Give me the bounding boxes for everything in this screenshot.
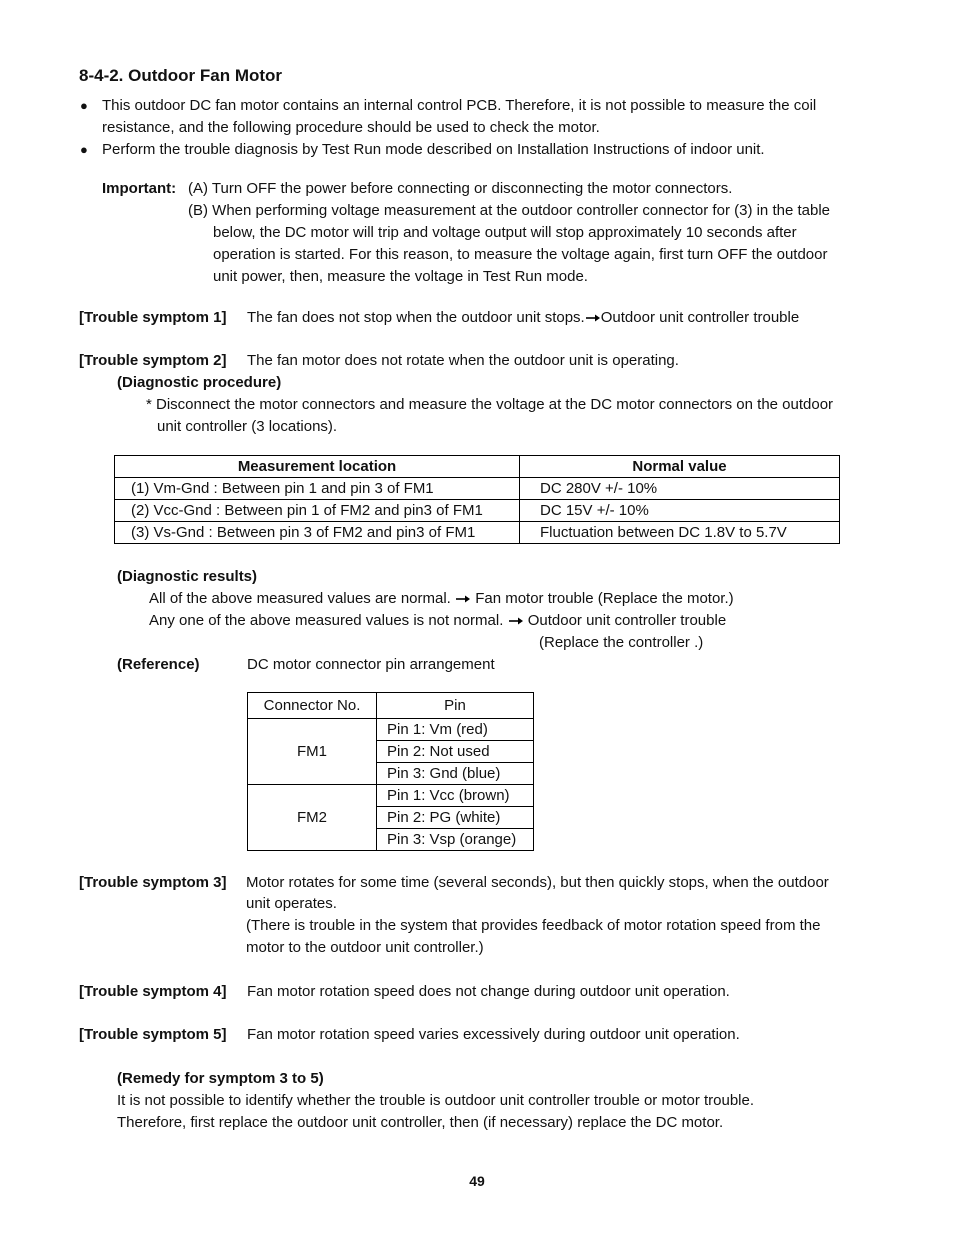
reference-text: DC motor connector pin arrangement — [247, 656, 495, 673]
section-heading: 8-4-2. Outdoor Fan Motor — [79, 66, 283, 85]
diagnostic-procedure-line-2: unit controller (3 locations). — [157, 418, 338, 435]
symptom-3-line-3: (There is trouble in the system that provides feedback of motor rotation speed from the — [246, 917, 821, 934]
symptom-5-text: Fan motor rotation speed varies excessively during outdoor unit operation. — [247, 1026, 740, 1043]
measurement-location-cell: (3) Vs-Gnd : Between pin 3 of FM2 and pin3 of FM1 — [115, 522, 520, 544]
reference-label: (Reference) — [117, 656, 200, 673]
normal-value-cell: Fluctuation between DC 1.8V to 5.7V — [520, 522, 840, 544]
symptom-1-description: The fan does not stop when the outdoor unit stops. — [247, 309, 585, 326]
header-measurement-location: Measurement location — [115, 456, 520, 478]
important-b-line-2: below, the DC motor will trip and voltage output will stop approximately 10 seconds after — [213, 224, 797, 241]
right-arrow-icon — [585, 313, 601, 323]
table-header-row — [248, 693, 534, 719]
pin-cell: Pin 3: Gnd (blue) — [377, 763, 534, 785]
symptom-4-label: [Trouble symptom 4] — [79, 983, 227, 1000]
table-row — [115, 478, 840, 500]
diagnostic-procedure-label: (Diagnostic procedure) — [117, 374, 282, 391]
important-b-line-3: operation is started. For this reason, to measure the voltage again, first turn OFF the outdoor — [213, 246, 828, 263]
right-arrow-icon — [455, 594, 471, 604]
measurement-location-cell: (2) Vcc-Gnd : Between pin 1 of FM2 and pin3 of FM1 — [115, 500, 520, 522]
header-connector-no: Connector No. — [248, 693, 377, 719]
pin-cell: Pin 3: Vsp (orange) — [377, 829, 534, 851]
header-pin: Pin — [377, 693, 534, 719]
symptom-3-label: [Trouble symptom 3] — [79, 874, 227, 891]
pin-cell: Pin 2: PG (white) — [377, 807, 534, 829]
diagnostic-results-label: (Diagnostic results) — [117, 568, 258, 585]
results-abnormal-text: Any one of the above measured values is not normal. — [149, 612, 504, 629]
connector-fm1: FM1 — [248, 719, 377, 785]
table-row — [115, 522, 840, 544]
remedy-line-2: Therefore, first replace the outdoor unit controller, then (if necessary) replace the DC motor. — [117, 1114, 724, 1131]
symptom-2-label: [Trouble symptom 2] — [79, 352, 227, 369]
remedy-line-1: It is not possible to identify whether the trouble is outdoor unit controller trouble or motor trouble. — [117, 1092, 755, 1109]
normal-value-cell: DC 15V +/- 10% — [520, 500, 840, 522]
symptom-1-label: [Trouble symptom 1] — [79, 309, 227, 326]
bullet-2-line-1: Perform the trouble diagnosis by Test Run mode described on Installation Instructions of indoor unit. — [102, 141, 765, 158]
results-abnormal-outcome-cont: (Replace the controller .) — [539, 634, 704, 651]
diagnostic-procedure-line-1: * Disconnect the motor connectors and measure the voltage at the DC motor connectors on the outdoor — [146, 396, 834, 413]
bullet-icon: ● — [80, 98, 88, 113]
header-normal-value: Normal value — [520, 456, 840, 478]
symptom-3-line-4: motor to the outdoor unit controller.) — [246, 939, 484, 956]
table-row — [115, 500, 840, 522]
remedy-label: (Remedy for symptom 3 to 5) — [117, 1070, 324, 1087]
pin-cell: Pin 2: Not used — [377, 741, 534, 763]
diagnostic-results-line-2 — [149, 610, 726, 632]
measurement-location-cell: (1) Vm-Gnd : Between pin 1 and pin 3 of FM1 — [115, 478, 520, 500]
important-b-line-1: (B) When performing voltage measurement at the outdoor controller connector for (3) in the table — [188, 202, 830, 219]
diagnostic-results-line-1 — [149, 588, 734, 610]
pin-arrangement-table — [247, 692, 534, 851]
symptom-3-line-1: Motor rotates for some time (several seconds), but then quickly stops, when the outdoor — [246, 874, 829, 891]
symptom-3-line-2: unit operates. — [246, 895, 337, 912]
bullet-icon: ● — [80, 142, 88, 157]
right-arrow-icon — [508, 616, 524, 626]
results-normal-outcome: Fan motor trouble (Replace the motor.) — [475, 590, 734, 607]
table-row — [248, 785, 534, 807]
symptom-2-text: The fan motor does not rotate when the outdoor unit is operating. — [247, 352, 679, 369]
connector-fm2: FM2 — [248, 785, 377, 851]
symptom-5-label: [Trouble symptom 5] — [79, 1026, 227, 1043]
table-row — [248, 719, 534, 741]
bullet-1-line-2: resistance, and the following procedure should be used to check the motor. — [102, 119, 600, 136]
symptom-4-text: Fan motor rotation speed does not change during outdoor unit operation. — [247, 983, 730, 1000]
important-label: Important: — [102, 180, 177, 197]
results-normal-text: All of the above measured values are normal. — [149, 590, 451, 607]
bullet-1-line-1: This outdoor DC fan motor contains an internal control PCB. Therefore, it is not possible to measure the coil — [102, 97, 817, 114]
measurement-table — [114, 455, 840, 544]
normal-value-cell: DC 280V +/- 10% — [520, 478, 840, 500]
symptom-1-result: Outdoor unit controller trouble — [600, 309, 800, 326]
table-header-row — [115, 456, 840, 478]
results-abnormal-outcome: Outdoor unit controller trouble — [527, 612, 727, 629]
symptom-1-text — [247, 307, 799, 329]
important-a: (A) Turn OFF the power before connecting or disconnecting the motor connectors. — [188, 180, 733, 197]
important-b-line-4: unit power, then, measure the voltage in Test Run mode. — [213, 268, 588, 285]
page-number: 49 — [469, 1173, 485, 1189]
pin-cell: Pin 1: Vm (red) — [377, 719, 534, 741]
pin-cell: Pin 1: Vcc (brown) — [377, 785, 534, 807]
